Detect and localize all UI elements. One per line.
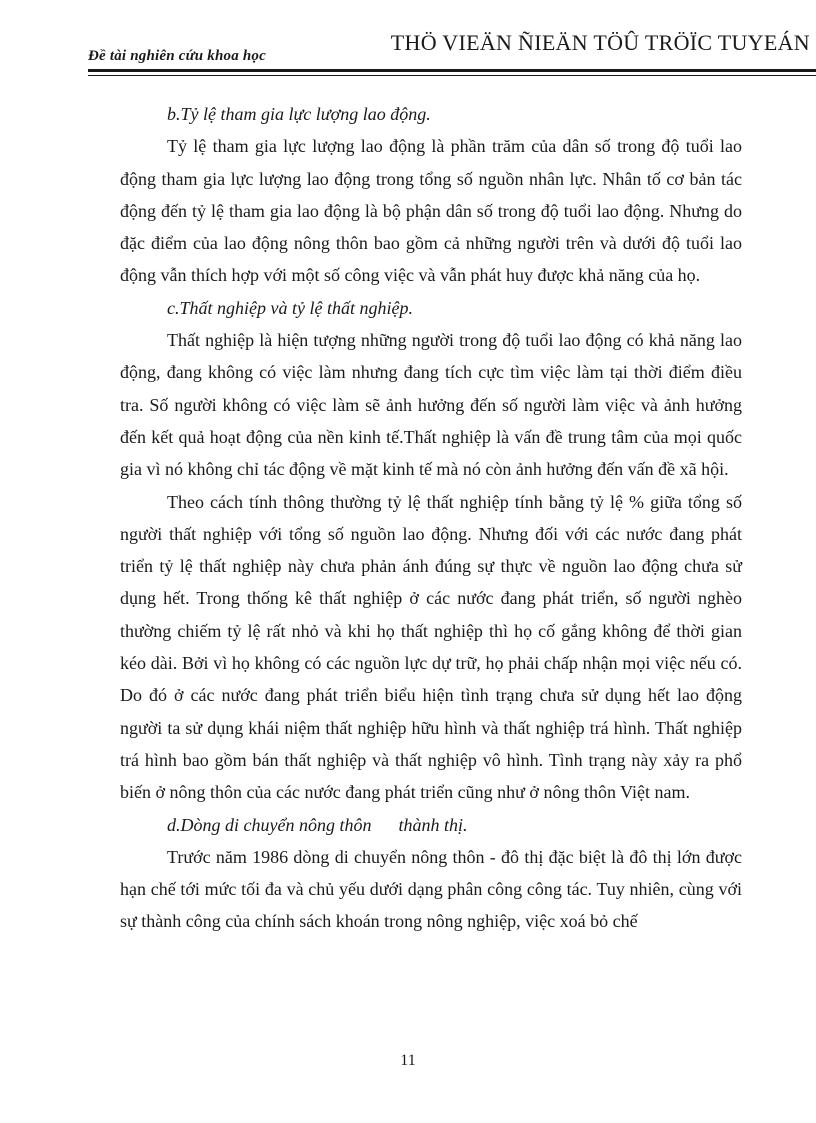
paragraph-migration: Trước năm 1986 dòng di chuyển nông thôn - đô thị đặc biệt là đô thị lớn được hạn chế tới mức tối đa và chủ yếu dưới dạng phân công công tác. Tuy nhiên, cùng với sự thành công của chính sách khoán trong nông nghiệp, việc xoá bỏ chế: [120, 846, 742, 932]
header-divider-thick: [88, 69, 816, 72]
document-category: Đề tài nghiên cứu khoa học: [88, 48, 266, 64]
section-heading-d: d.Dòng di chuyển nông thôn thành thị.: [167, 814, 468, 835]
paragraph-participation-rate: Tỷ lệ tham gia lực lượng lao động là phần trăm của dân số trong độ tuổi lao động tham gia lực lượng lao động trong tổng số nguồn nhân lực. Nhân tố cơ bản tác động đến tỷ lệ tham gia lao động là bộ phận dân số trong độ tuổi lao động. Nhưng do đặc điểm của lao động nông thôn bao gồm cả những người trên và dưới độ tuổi lao động vẫn thích hợp với một số công việc và vẫn phát huy được khả năng của họ.: [120, 136, 742, 286]
library-banner: THÖ VIEÄN ÑIEÄN TÖÛ TRÖÏC TUYEÁN: [390, 30, 810, 55]
page-number: 11: [400, 1052, 416, 1069]
section-heading-c: c.Thất nghiệp và tỷ lệ thất nghiệp.: [167, 297, 413, 318]
paragraph-unemployment-definition: Thất nghiệp là hiện tượng những người trong độ tuổi lao động có khả năng lao động, đang không có việc làm nhưng đang tích cực tìm việc làm tại thời điểm điều tra. Số người không có việc làm sẽ ảnh hưởng đến số người làm việc và ảnh hưởng đến kết quả hoạt động của nền kinh tế.Thất nghiệp là vấn đề trung tâm của mọi quốc gia vì nó không chỉ tác động về mặt kinh tế mà nó còn ảnh hưởng đến vấn đề xã hội.: [120, 330, 742, 480]
paragraph-unemployment-rate: Theo cách tính thông thường tỷ lệ thất nghiệp tính bằng tỷ lệ % giữa tổng số người thất nghiệp với tổng số nguồn lao động. Nhưng đối với các nước đang phát triển tỷ lệ thất nghiệp này chưa phản ánh đúng sự thực về nguồn lao động chưa sử dụng hết. Trong thống kê thất nghiệp ở các nước đang phát triển, số người nghèo thường chiếm tỷ lệ rất nhỏ và khi họ thất nghiệp thì họ cố gắng không để thời gian kéo dài. Bởi vì họ không có các nguồn lực dự trữ, họ phải chấp nhận mọi việc nếu có. Do đó ở các nước đang phát triển biểu hiện tình trạng chưa sử dụng hết lao động người ta sử dụng khái niệm thất nghiệp hữu hình và thất nghiệp trá hình. Thất nghiệp trá hình bao gồm bán thất nghiệp và thất nghiệp vô hình. Tình trạng này xảy ra phổ biến ở nông thôn của các nước đang phát triển cũng như ở nông thôn Việt nam.: [120, 491, 742, 803]
header-divider-thin: [88, 75, 816, 76]
document-body: [120, 98, 742, 938]
section-heading-b: b.Tỷ lệ tham gia lực lượng lao động.: [167, 104, 431, 124]
